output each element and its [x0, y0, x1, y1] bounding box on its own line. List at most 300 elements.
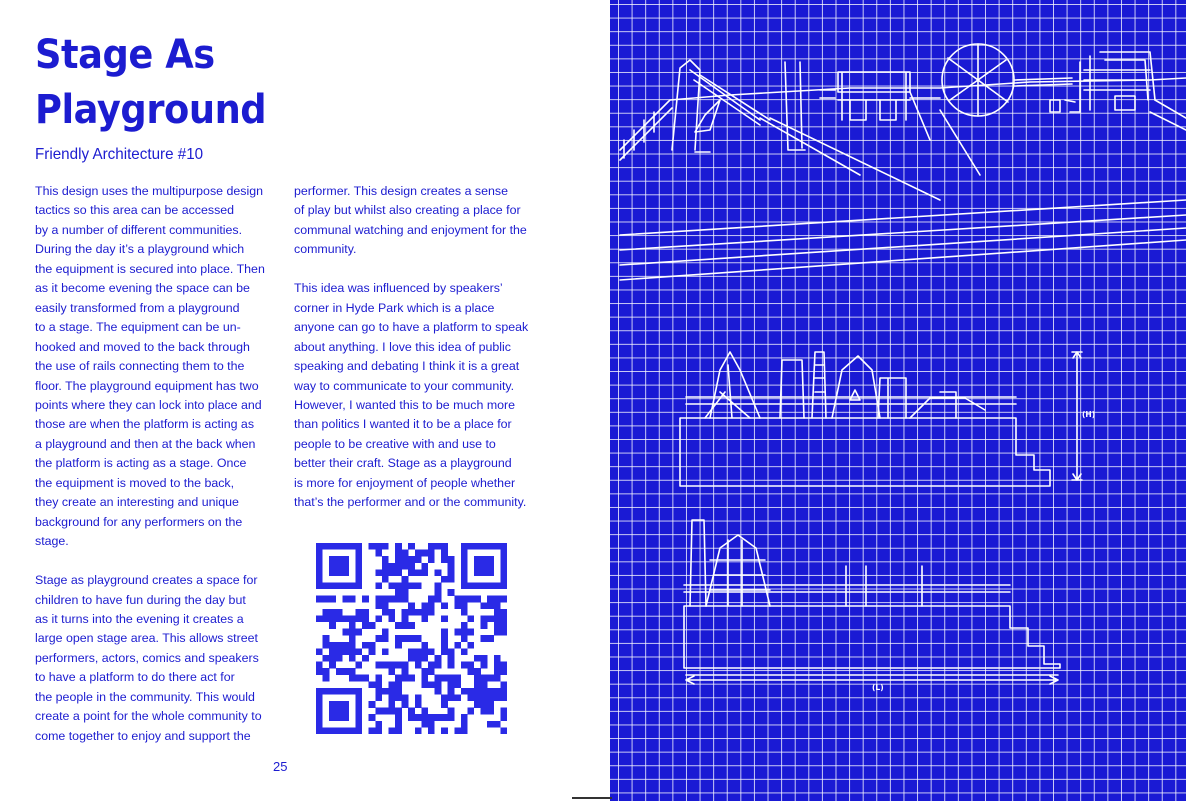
qr-module — [375, 543, 382, 550]
qr-module — [474, 681, 481, 688]
qr-module — [408, 583, 415, 590]
qr-module — [342, 569, 349, 576]
qr-module — [329, 543, 336, 550]
qr-module — [481, 602, 488, 609]
qr-module — [395, 556, 402, 563]
qr-module — [382, 543, 389, 550]
qr-module — [342, 563, 349, 570]
paragraph: performer. This design creates a sense of play but whilst also creating a place for communal watching and enjoyment for the community. — [294, 184, 527, 257]
qr-module — [474, 655, 481, 662]
qr-module — [362, 622, 369, 629]
qr-module — [375, 583, 382, 590]
qr-module — [329, 642, 336, 649]
qr-module — [448, 589, 455, 596]
perspective-sketch — [620, 44, 1186, 280]
qr-module — [421, 569, 428, 576]
qr-module — [500, 556, 507, 563]
qr-module — [487, 701, 494, 708]
qr-module — [408, 655, 415, 662]
qr-module — [356, 569, 363, 576]
qr-module — [382, 629, 389, 636]
qr-module — [487, 596, 494, 603]
playground-elevation — [680, 352, 1082, 486]
qr-module — [500, 569, 507, 576]
qr-module — [421, 668, 428, 675]
qr-module — [494, 655, 501, 662]
qr-module — [435, 675, 442, 682]
qr-module — [395, 569, 402, 576]
length-label: (L) — [872, 683, 884, 692]
qr-module — [329, 556, 336, 563]
qr-module — [356, 556, 363, 563]
page-title: Stage As Playground — [35, 32, 267, 133]
qr-module — [395, 589, 402, 596]
qr-module — [388, 688, 395, 695]
qr-module — [500, 714, 507, 721]
qr-module — [487, 563, 494, 570]
qr-module — [375, 688, 382, 695]
qr-module — [316, 714, 323, 721]
qr-module — [461, 550, 468, 557]
qr-module — [323, 635, 330, 642]
qr-module — [382, 662, 389, 669]
qr-module — [448, 556, 455, 563]
qr-module — [323, 596, 330, 603]
qr-module — [454, 596, 461, 603]
qr-module — [428, 727, 435, 734]
qr-module — [415, 727, 422, 734]
qr-module — [500, 576, 507, 583]
qr-module — [362, 615, 369, 622]
qr-module — [448, 563, 455, 570]
qr-module — [415, 609, 422, 616]
qr-module — [395, 681, 402, 688]
qr-module — [481, 563, 488, 570]
qr-module — [395, 694, 402, 701]
qr-module — [395, 550, 402, 557]
qr-module — [474, 543, 481, 550]
qr-module — [316, 615, 323, 622]
qr-module — [421, 675, 428, 682]
qr-module — [356, 583, 363, 590]
qr-module — [395, 688, 402, 695]
qr-module — [481, 556, 488, 563]
qr-module — [402, 668, 409, 675]
qr-module — [395, 622, 402, 629]
qr-module — [382, 688, 389, 695]
qr-module — [336, 563, 343, 570]
qr-module — [323, 583, 330, 590]
qr-module — [375, 596, 382, 603]
qr-module — [402, 635, 409, 642]
qr-module — [500, 550, 507, 557]
qr-module — [454, 694, 461, 701]
qr-module — [461, 727, 468, 734]
qr-module — [369, 648, 376, 655]
qr-module — [441, 675, 448, 682]
qr-module — [342, 615, 349, 622]
qr-module — [388, 609, 395, 616]
qr-module — [349, 629, 356, 636]
qr-module — [441, 635, 448, 642]
qr-module — [461, 662, 468, 669]
qr-module — [467, 694, 474, 701]
page-number: 25 — [273, 759, 288, 774]
qr-module — [336, 727, 343, 734]
qr-module — [316, 556, 323, 563]
qr-module — [395, 714, 402, 721]
qr-module — [415, 635, 422, 642]
qr-module — [461, 688, 468, 695]
qr-module — [362, 642, 369, 649]
qr-module — [375, 721, 382, 728]
qr-module — [481, 701, 488, 708]
qr-module — [481, 615, 488, 622]
qr-module — [415, 648, 422, 655]
qr-module — [500, 609, 507, 616]
qr-module — [435, 543, 442, 550]
qr-module — [316, 688, 323, 695]
qr-module — [461, 569, 468, 576]
qr-module — [494, 615, 501, 622]
qr-module — [375, 602, 382, 609]
qr-module — [323, 668, 330, 675]
qr-module — [441, 556, 448, 563]
qr-module — [474, 675, 481, 682]
qr-module — [454, 681, 461, 688]
qr-module — [395, 662, 402, 669]
qr-module — [316, 721, 323, 728]
qr-module — [388, 596, 395, 603]
qr-module — [474, 688, 481, 695]
qr-module — [329, 622, 336, 629]
qr-module — [481, 622, 488, 629]
qr-module — [474, 569, 481, 576]
qr-module — [487, 721, 494, 728]
qr-module — [481, 708, 488, 715]
qr-module — [461, 596, 468, 603]
qr-module — [481, 675, 488, 682]
qr-module — [349, 727, 356, 734]
qr-module — [375, 662, 382, 669]
qr-module — [448, 675, 455, 682]
qr-module — [323, 675, 330, 682]
qr-module — [316, 563, 323, 570]
paragraph: This idea was influenced by speakers’ corner in Hyde Park which is a place anyone can go to have a platform to speak about anything. I love this idea of public speaking and debating I think it is a great way to communicate to your community. However, I wanted this to be much more than politics I wanted it to be a place for people to be creative with and use to better their craft. Stage as a playground is more for enjoyment of people whether that’s the performer and or the community. — [294, 281, 529, 510]
qr-module — [494, 629, 501, 636]
qr-module — [316, 583, 323, 590]
qr-module — [435, 589, 442, 596]
qr-module — [395, 708, 402, 715]
qr-module — [474, 583, 481, 590]
qr-module — [494, 596, 501, 603]
qr-module — [415, 655, 422, 662]
qr-module — [402, 576, 409, 583]
qr-module — [349, 668, 356, 675]
qr-module — [356, 727, 363, 734]
qr-module — [329, 569, 336, 576]
qr-module — [408, 602, 415, 609]
qr-module — [388, 694, 395, 701]
qr-module — [388, 727, 395, 734]
qr-module — [435, 583, 442, 590]
qr-module — [421, 708, 428, 715]
qr-module — [487, 543, 494, 550]
qr-module — [375, 675, 382, 682]
qr-module — [356, 629, 363, 636]
qr-module — [500, 583, 507, 590]
qr-module — [329, 662, 336, 669]
qr-module — [395, 563, 402, 570]
qr-module — [487, 688, 494, 695]
qr-module — [415, 662, 422, 669]
qr-module — [369, 543, 376, 550]
qr-module — [481, 694, 488, 701]
qr-module — [435, 714, 442, 721]
qr-module — [369, 714, 376, 721]
qr-module — [474, 563, 481, 570]
qr-module — [316, 668, 323, 675]
qr-module — [349, 543, 356, 550]
qr-module — [435, 596, 442, 603]
qr-module — [402, 589, 409, 596]
qr-module — [441, 727, 448, 734]
qr-module — [395, 721, 402, 728]
qr-module — [487, 569, 494, 576]
qr-module — [408, 609, 415, 616]
qr-module — [467, 596, 474, 603]
qr-module — [428, 662, 435, 669]
qr-module — [421, 714, 428, 721]
qr-module — [500, 694, 507, 701]
qr-module — [342, 629, 349, 636]
qr-module — [369, 701, 376, 708]
qr-module — [435, 569, 442, 576]
qr-module — [487, 694, 494, 701]
qr-module — [408, 714, 415, 721]
qr-code-icon[interactable] — [316, 543, 507, 734]
qr-module — [487, 708, 494, 715]
qr-module — [362, 596, 369, 603]
qr-module — [474, 694, 481, 701]
qr-module — [421, 563, 428, 570]
qr-module — [415, 694, 422, 701]
qr-module — [448, 569, 455, 576]
qr-module — [461, 714, 468, 721]
qr-module — [356, 694, 363, 701]
qr-module — [448, 662, 455, 669]
qr-module — [402, 596, 409, 603]
qr-module — [467, 642, 474, 649]
qr-module — [316, 550, 323, 557]
qr-module — [421, 721, 428, 728]
stage-elevation — [684, 520, 1060, 684]
qr-module — [323, 688, 330, 695]
qr-module — [402, 675, 409, 682]
qr-module — [356, 662, 363, 669]
qr-module — [395, 583, 402, 590]
qr-module — [441, 576, 448, 583]
qr-module — [402, 622, 409, 629]
qr-module — [500, 622, 507, 629]
qr-module — [435, 688, 442, 695]
qr-module — [428, 648, 435, 655]
qr-module — [382, 648, 389, 655]
qr-module — [481, 583, 488, 590]
qr-module — [481, 569, 488, 576]
qr-module — [428, 714, 435, 721]
qr-module — [375, 694, 382, 701]
qr-module — [428, 543, 435, 550]
qr-module — [467, 543, 474, 550]
qr-module — [454, 642, 461, 649]
qr-module — [448, 694, 455, 701]
qr-module — [336, 609, 343, 616]
qr-module — [461, 563, 468, 570]
qr-module — [336, 668, 343, 675]
qr-module — [382, 576, 389, 583]
qr-module — [467, 629, 474, 636]
qr-module — [336, 708, 343, 715]
qr-module — [435, 655, 442, 662]
qr-module — [329, 648, 336, 655]
qr-module — [461, 583, 468, 590]
qr-module — [395, 543, 402, 550]
qr-module — [415, 550, 422, 557]
qr-module — [402, 615, 409, 622]
qr-module — [316, 694, 323, 701]
qr-module — [316, 648, 323, 655]
qr-module — [316, 543, 323, 550]
qr-module — [329, 596, 336, 603]
qr-module — [388, 563, 395, 570]
qr-module — [356, 615, 363, 622]
qr-module — [342, 714, 349, 721]
qr-module — [402, 556, 409, 563]
qr-module — [342, 701, 349, 708]
qr-module — [369, 681, 376, 688]
qr-module — [441, 642, 448, 649]
qr-module — [421, 550, 428, 557]
qr-module — [375, 681, 382, 688]
qr-module — [329, 609, 336, 616]
qr-module — [428, 668, 435, 675]
qr-module — [467, 583, 474, 590]
qr-module — [415, 701, 422, 708]
qr-module — [349, 583, 356, 590]
qr-module — [421, 642, 428, 649]
qr-module — [441, 550, 448, 557]
blueprint-page — [610, 0, 1186, 801]
qr-module — [356, 576, 363, 583]
blueprint-drawing — [610, 0, 1186, 801]
qr-module — [342, 543, 349, 550]
qr-module — [395, 675, 402, 682]
qr-module — [454, 629, 461, 636]
qr-module — [461, 635, 468, 642]
qr-module — [336, 543, 343, 550]
qr-module — [336, 583, 343, 590]
qr-module — [375, 635, 382, 642]
qr-module — [500, 662, 507, 669]
qr-module — [500, 629, 507, 636]
qr-module — [329, 701, 336, 708]
text-column-2 — [294, 182, 534, 532]
qr-module — [356, 550, 363, 557]
qr-module — [494, 583, 501, 590]
qr-module — [395, 642, 402, 649]
qr-module — [336, 655, 343, 662]
qr-module — [500, 563, 507, 570]
qr-module — [500, 615, 507, 622]
qr-module — [375, 550, 382, 557]
qr-module — [329, 714, 336, 721]
qr-module — [448, 576, 455, 583]
qr-module — [500, 543, 507, 550]
qr-module — [481, 543, 488, 550]
qr-module — [356, 543, 363, 550]
qr-module — [435, 662, 442, 669]
qr-module — [428, 556, 435, 563]
qr-module — [375, 727, 382, 734]
qr-module — [421, 609, 428, 616]
qr-module — [395, 635, 402, 642]
qr-module — [336, 556, 343, 563]
qr-module — [467, 662, 474, 669]
qr-module — [402, 609, 409, 616]
qr-module — [494, 622, 501, 629]
qr-module — [362, 655, 369, 662]
qr-module — [329, 563, 336, 570]
qr-module — [349, 688, 356, 695]
qr-module — [481, 688, 488, 695]
qr-module — [500, 668, 507, 675]
qr-module — [369, 642, 376, 649]
qr-module — [494, 609, 501, 616]
qr-module — [342, 556, 349, 563]
qr-module — [441, 694, 448, 701]
qr-module — [316, 569, 323, 576]
qr-module — [402, 550, 409, 557]
qr-module — [461, 629, 468, 636]
qr-module — [487, 602, 494, 609]
qr-module — [388, 701, 395, 708]
qr-module — [415, 569, 422, 576]
qr-module — [408, 556, 415, 563]
page-subtitle: Friendly Architecture #10 — [35, 146, 204, 163]
qr-module — [461, 543, 468, 550]
qr-module — [329, 583, 336, 590]
qr-module — [487, 615, 494, 622]
qr-module — [388, 615, 395, 622]
qr-module — [369, 727, 376, 734]
qr-module — [454, 602, 461, 609]
qr-module — [375, 569, 382, 576]
qr-module — [402, 701, 409, 708]
qr-module — [316, 701, 323, 708]
qr-module — [402, 694, 409, 701]
qr-module — [487, 583, 494, 590]
qr-module — [349, 615, 356, 622]
qr-module — [388, 662, 395, 669]
qr-module — [382, 556, 389, 563]
height-label: (H) — [1082, 410, 1096, 419]
qr-module — [481, 635, 488, 642]
qr-module — [461, 602, 468, 609]
qr-module — [461, 721, 468, 728]
qr-module — [329, 655, 336, 662]
qr-module — [454, 675, 461, 682]
